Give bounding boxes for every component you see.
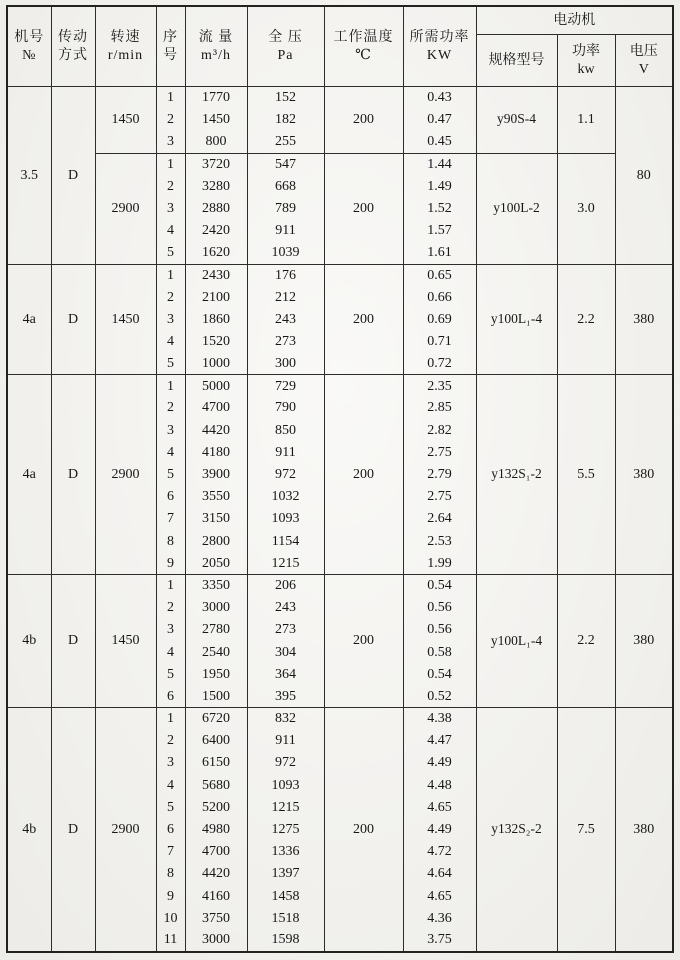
cell-motor-power: 1.1 — [557, 87, 615, 154]
cell-pressure: 790 — [247, 397, 324, 419]
cell-required-power: 0.56 — [403, 597, 476, 619]
cell-pressure: 911 — [247, 442, 324, 464]
req-power-label-unit: KW — [426, 47, 453, 63]
cell-pressure: 1093 — [247, 774, 324, 796]
cell-flow: 6150 — [185, 752, 247, 774]
cell-required-power: 0.54 — [403, 663, 476, 685]
cell-speed: 2900 — [95, 153, 156, 264]
cell-drive-mode: D — [51, 264, 95, 375]
cell-pressure: 972 — [247, 752, 324, 774]
cell-pressure: 243 — [247, 308, 324, 330]
cell-pressure: 911 — [247, 730, 324, 752]
cell-flow: 1620 — [185, 242, 247, 264]
cell-machine-no: 4a — [7, 375, 51, 575]
cell-seq: 1 — [156, 375, 185, 397]
cell-seq: 2 — [156, 286, 185, 308]
cell-seq: 5 — [156, 242, 185, 264]
cell-required-power: 1.44 — [403, 153, 476, 175]
cell-seq: 9 — [156, 552, 185, 574]
cell-seq: 2 — [156, 730, 185, 752]
table-row — [7, 708, 673, 730]
cell-motor-power: 3.0 — [557, 153, 615, 264]
temp-label-unit: ℃ — [355, 47, 372, 63]
cell-required-power: 0.72 — [403, 353, 476, 375]
cell-flow: 3350 — [185, 575, 247, 597]
cell-seq: 5 — [156, 353, 185, 375]
cell-seq: 10 — [156, 907, 185, 929]
cell-seq: 4 — [156, 774, 185, 796]
cell-pressure: 1598 — [247, 930, 324, 952]
cell-required-power: 1.49 — [403, 175, 476, 197]
cell-speed: 1450 — [95, 575, 156, 708]
cell-required-power: 2.75 — [403, 442, 476, 464]
cell-seq: 1 — [156, 575, 185, 597]
cell-required-power: 2.82 — [403, 419, 476, 441]
machine-no-label-zh: 机号 — [14, 30, 45, 45]
cell-required-power: 1.57 — [403, 220, 476, 242]
cell-required-power: 0.56 — [403, 619, 476, 641]
cell-flow: 1860 — [185, 308, 247, 330]
cell-temp: 200 — [324, 153, 403, 264]
cell-required-power: 4.49 — [403, 752, 476, 774]
cell-machine-no: 3.5 — [7, 87, 51, 265]
cell-flow: 4420 — [185, 863, 247, 885]
cell-seq: 4 — [156, 442, 185, 464]
cell-seq: 3 — [156, 131, 185, 153]
cell-required-power: 0.43 — [403, 87, 476, 109]
cell-flow: 3000 — [185, 930, 247, 952]
pressure-label-unit: Pa — [277, 47, 294, 63]
cell-seq: 1 — [156, 153, 185, 175]
col-header-motor-power — [557, 35, 615, 87]
cell-speed: 2900 — [95, 375, 156, 575]
cell-required-power: 4.38 — [403, 708, 476, 730]
table-row — [7, 87, 673, 109]
cell-required-power: 2.79 — [403, 464, 476, 486]
cell-flow: 6720 — [185, 708, 247, 730]
voltage-label-zh: 电压 — [629, 44, 658, 59]
cell-required-power: 2.64 — [403, 508, 476, 530]
cell-flow: 2430 — [185, 264, 247, 286]
cell-flow: 2420 — [185, 220, 247, 242]
cell-flow: 1000 — [185, 353, 247, 375]
cell-required-power: 1.61 — [403, 242, 476, 264]
cell-required-power: 2.53 — [403, 530, 476, 552]
cell-pressure: 1336 — [247, 841, 324, 863]
cell-seq: 5 — [156, 797, 185, 819]
cell-required-power: 1.52 — [403, 197, 476, 219]
speed-label-unit: r/min — [107, 47, 144, 63]
cell-pressure: 273 — [247, 331, 324, 353]
cell-voltage: 380 — [615, 375, 673, 575]
cell-pressure: 212 — [247, 286, 324, 308]
cell-machine-no: 4b — [7, 708, 51, 952]
cell-seq: 3 — [156, 619, 185, 641]
cell-pressure: 972 — [247, 464, 324, 486]
cell-motor-model: y100L₁-4 — [476, 264, 557, 375]
cell-seq: 5 — [156, 464, 185, 486]
col-header-required-power — [403, 6, 476, 87]
cell-motor-power: 5.5 — [557, 375, 615, 575]
cell-seq: 6 — [156, 686, 185, 708]
cell-flow: 4180 — [185, 442, 247, 464]
cell-speed: 1450 — [95, 87, 156, 154]
cell-pressure: 1032 — [247, 486, 324, 508]
col-header-machine-no — [7, 6, 51, 87]
fan-spec-table — [6, 5, 674, 953]
cell-seq: 4 — [156, 641, 185, 663]
cell-machine-no: 4a — [7, 264, 51, 375]
cell-motor-power: 7.5 — [557, 708, 615, 952]
cell-drive-mode: D — [51, 87, 95, 265]
cell-motor-model: y132S₁-2 — [476, 375, 557, 575]
table-row — [7, 153, 673, 175]
cell-drive-mode: D — [51, 375, 95, 575]
cell-seq: 2 — [156, 109, 185, 131]
cell-required-power: 4.64 — [403, 863, 476, 885]
cell-seq: 3 — [156, 197, 185, 219]
cell-seq: 6 — [156, 486, 185, 508]
cell-pressure: 1093 — [247, 508, 324, 530]
cell-flow: 3280 — [185, 175, 247, 197]
cell-seq: 8 — [156, 530, 185, 552]
cell-seq: 4 — [156, 331, 185, 353]
cell-required-power: 2.85 — [403, 397, 476, 419]
cell-required-power: 2.35 — [403, 375, 476, 397]
cell-seq: 3 — [156, 752, 185, 774]
cell-flow: 5680 — [185, 774, 247, 796]
cell-flow: 800 — [185, 131, 247, 153]
cell-required-power: 2.75 — [403, 486, 476, 508]
table-row — [7, 264, 673, 286]
cell-motor-power: 2.2 — [557, 575, 615, 708]
table-header — [7, 6, 673, 87]
cell-flow: 1520 — [185, 331, 247, 353]
cell-seq: 3 — [156, 308, 185, 330]
cell-flow: 3720 — [185, 153, 247, 175]
cell-temp: 200 — [324, 87, 403, 154]
machine-no-label-sub: № — [22, 47, 37, 63]
flow-label-unit: m³/h — [201, 47, 231, 63]
cell-voltage: 80 — [615, 87, 673, 265]
cell-flow: 5000 — [185, 375, 247, 397]
cell-pressure: 850 — [247, 419, 324, 441]
cell-pressure: 729 — [247, 375, 324, 397]
col-header-speed — [95, 6, 156, 87]
cell-required-power: 0.47 — [403, 109, 476, 131]
cell-required-power: 0.54 — [403, 575, 476, 597]
cell-seq: 6 — [156, 819, 185, 841]
cell-seq: 11 — [156, 930, 185, 952]
cell-motor-model: y100L₁-4 — [476, 575, 557, 708]
cell-required-power: 0.65 — [403, 264, 476, 286]
cell-flow: 2800 — [185, 530, 247, 552]
col-header-motor-model: 规格型号 — [476, 35, 557, 87]
cell-seq: 2 — [156, 397, 185, 419]
speed-label-zh: 转速 — [110, 30, 141, 45]
cell-seq: 7 — [156, 841, 185, 863]
cell-pressure: 911 — [247, 220, 324, 242]
cell-flow: 2880 — [185, 197, 247, 219]
cell-motor-model: y132S₂-2 — [476, 708, 557, 952]
cell-pressure: 300 — [247, 353, 324, 375]
col-header-seq — [156, 6, 185, 87]
cell-required-power: 4.72 — [403, 841, 476, 863]
cell-pressure: 176 — [247, 264, 324, 286]
cell-required-power: 1.99 — [403, 552, 476, 574]
cell-voltage: 380 — [615, 264, 673, 375]
cell-pressure: 243 — [247, 597, 324, 619]
table-body — [7, 87, 673, 952]
flow-label-zh: 流 量 — [198, 30, 234, 45]
cell-flow: 4420 — [185, 419, 247, 441]
cell-flow: 2100 — [185, 286, 247, 308]
cell-pressure: 668 — [247, 175, 324, 197]
drive-label-zh: 传动 — [58, 30, 88, 45]
col-header-motor: 电动机 — [476, 6, 673, 35]
cell-flow: 3550 — [185, 486, 247, 508]
cell-temp: 200 — [324, 375, 403, 575]
cell-required-power: 0.69 — [403, 308, 476, 330]
cell-seq: 9 — [156, 885, 185, 907]
cell-required-power: 4.36 — [403, 907, 476, 929]
cell-required-power: 4.49 — [403, 819, 476, 841]
cell-pressure: 1458 — [247, 885, 324, 907]
cell-pressure: 364 — [247, 663, 324, 685]
cell-pressure: 1215 — [247, 552, 324, 574]
cell-required-power: 3.75 — [403, 930, 476, 952]
col-header-flow — [185, 6, 247, 87]
cell-seq: 4 — [156, 220, 185, 242]
cell-motor-power: 2.2 — [557, 264, 615, 375]
cell-pressure: 547 — [247, 153, 324, 175]
cell-required-power: 4.65 — [403, 885, 476, 907]
cell-pressure: 1275 — [247, 819, 324, 841]
motor-power-label-unit: kw — [577, 61, 595, 77]
cell-flow: 2540 — [185, 641, 247, 663]
cell-required-power: 0.45 — [403, 131, 476, 153]
cell-seq: 3 — [156, 419, 185, 441]
cell-pressure: 1039 — [247, 242, 324, 264]
cell-required-power: 0.52 — [403, 686, 476, 708]
drive-label-zh2: 方式 — [58, 47, 88, 63]
cell-flow: 1770 — [185, 87, 247, 109]
cell-seq: 1 — [156, 87, 185, 109]
col-header-temp — [324, 6, 403, 87]
cell-temp: 200 — [324, 264, 403, 375]
cell-seq: 2 — [156, 597, 185, 619]
cell-flow: 4700 — [185, 841, 247, 863]
cell-drive-mode: D — [51, 575, 95, 708]
cell-motor-model: y100L-2 — [476, 153, 557, 264]
temp-label-zh: 工作温度 — [333, 30, 394, 45]
seq-label-zh2: 号 — [163, 47, 178, 63]
cell-flow: 3750 — [185, 907, 247, 929]
cell-flow: 2050 — [185, 552, 247, 574]
seq-label-zh: 序 — [163, 30, 178, 45]
voltage-label-unit: V — [638, 61, 649, 77]
motor-power-label-zh: 功率 — [572, 44, 600, 59]
cell-seq: 5 — [156, 663, 185, 685]
cell-temp: 200 — [324, 708, 403, 952]
cell-flow: 3000 — [185, 597, 247, 619]
cell-temp: 200 — [324, 575, 403, 708]
cell-required-power: 0.71 — [403, 331, 476, 353]
cell-required-power: 0.66 — [403, 286, 476, 308]
cell-speed: 2900 — [95, 708, 156, 952]
cell-flow: 5200 — [185, 797, 247, 819]
cell-required-power: 4.48 — [403, 774, 476, 796]
cell-pressure: 1215 — [247, 797, 324, 819]
cell-flow: 1950 — [185, 663, 247, 685]
cell-flow: 1450 — [185, 109, 247, 131]
cell-pressure: 789 — [247, 197, 324, 219]
pressure-label-zh: 全 压 — [268, 30, 303, 45]
cell-required-power: 4.47 — [403, 730, 476, 752]
cell-motor-model: y90S-4 — [476, 87, 557, 154]
table-row — [7, 375, 673, 397]
cell-seq: 1 — [156, 708, 185, 730]
cell-pressure: 304 — [247, 641, 324, 663]
header-row-top — [7, 6, 673, 35]
cell-pressure: 273 — [247, 619, 324, 641]
table-row — [7, 575, 673, 597]
cell-flow: 3900 — [185, 464, 247, 486]
cell-speed: 1450 — [95, 264, 156, 375]
cell-pressure: 206 — [247, 575, 324, 597]
cell-seq: 2 — [156, 175, 185, 197]
cell-flow: 6400 — [185, 730, 247, 752]
cell-pressure: 182 — [247, 109, 324, 131]
cell-pressure: 832 — [247, 708, 324, 730]
cell-pressure: 1397 — [247, 863, 324, 885]
cell-flow: 4160 — [185, 885, 247, 907]
col-header-drive-mode — [51, 6, 95, 87]
col-header-voltage — [615, 35, 673, 87]
cell-seq: 1 — [156, 264, 185, 286]
cell-required-power: 0.58 — [403, 641, 476, 663]
col-header-pressure — [247, 6, 324, 87]
cell-pressure: 152 — [247, 87, 324, 109]
cell-flow: 4980 — [185, 819, 247, 841]
cell-required-power: 4.65 — [403, 797, 476, 819]
req-power-label-zh: 所需功率 — [409, 30, 470, 45]
cell-seq: 7 — [156, 508, 185, 530]
cell-pressure: 1154 — [247, 530, 324, 552]
cell-flow: 3150 — [185, 508, 247, 530]
cell-voltage: 380 — [615, 708, 673, 952]
cell-machine-no: 4b — [7, 575, 51, 708]
cell-voltage: 380 — [615, 575, 673, 708]
cell-flow: 1500 — [185, 686, 247, 708]
cell-flow: 4700 — [185, 397, 247, 419]
cell-pressure: 255 — [247, 131, 324, 153]
cell-pressure: 395 — [247, 686, 324, 708]
cell-drive-mode: D — [51, 708, 95, 952]
cell-flow: 2780 — [185, 619, 247, 641]
cell-pressure: 1518 — [247, 907, 324, 929]
cell-seq: 8 — [156, 863, 185, 885]
